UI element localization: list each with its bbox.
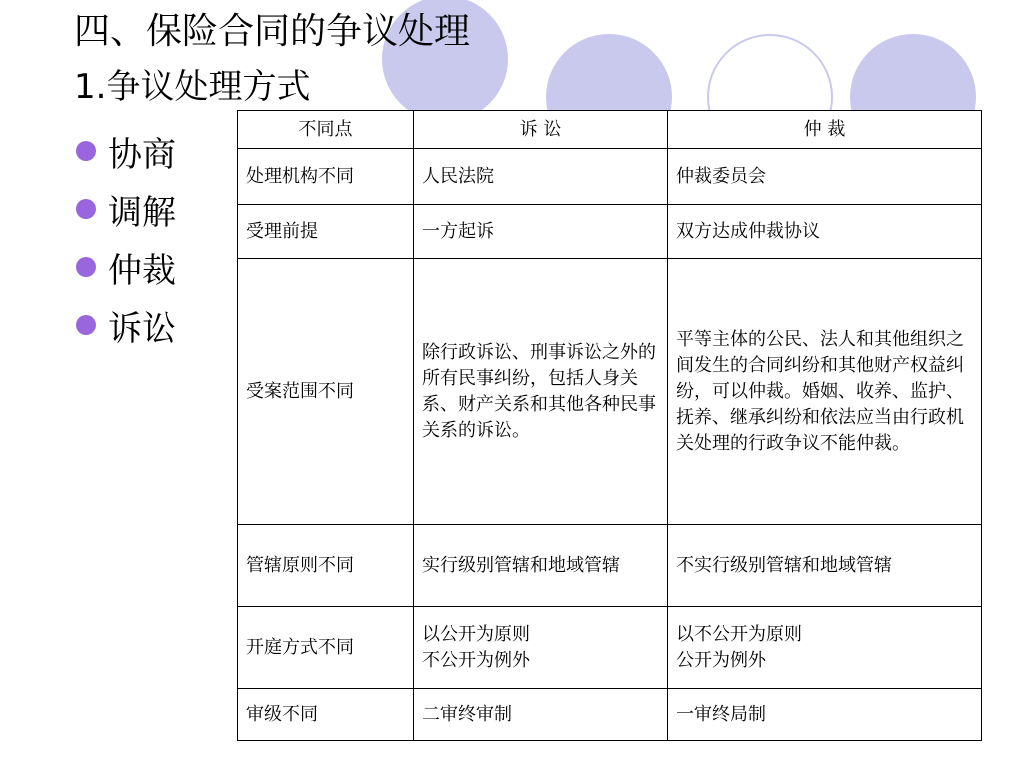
arbitration-cell: 平等主体的公民、法人和其他组织之间发生的合同纠纷和其他财产权益纠纷，可以仲裁。婚姻、收养、监护、抚养、继承纠纷和依法应当由行政机关处理的行政争议不能仲裁。	[668, 259, 982, 525]
litigation-cell: 除行政诉讼、刑事诉讼之外的所有民事纠纷，包括人身关系、财产关系和其他各种民事关系的诉讼。	[414, 259, 668, 525]
row-label: 受理前提	[238, 205, 414, 259]
slide-subtitle: 1.争议处理方式	[74, 67, 311, 107]
method-item	[76, 122, 176, 180]
method-label: 仲裁	[108, 250, 176, 291]
header-cell: 不同点	[238, 111, 414, 149]
header-cell: 仲 裁	[668, 111, 982, 149]
bullet-dot-icon	[76, 257, 96, 277]
method-label: 调解	[108, 192, 176, 233]
header-cell: 诉 讼	[414, 111, 668, 149]
table-row	[238, 149, 982, 205]
bullet-dot-icon	[76, 199, 96, 219]
table-row	[238, 689, 982, 741]
arbitration-cell: 双方达成仲裁协议	[668, 205, 982, 259]
arbitration-cell: 仲裁委员会	[668, 149, 982, 205]
method-list	[76, 122, 176, 354]
arbitration-cell: 以不公开为原则 公开为例外	[668, 607, 982, 689]
row-label: 开庭方式不同	[238, 607, 414, 689]
slide-title: 四、保险合同的争议处理	[74, 11, 471, 52]
row-label: 受案范围不同	[238, 259, 414, 525]
arbitration-cell: 不实行级别管辖和地域管辖	[668, 525, 982, 607]
method-label: 协商	[108, 134, 176, 175]
row-label: 管辖原则不同	[238, 525, 414, 607]
bullet-dot-icon	[76, 315, 96, 335]
litigation-cell: 实行级别管辖和地域管辖	[414, 525, 668, 607]
litigation-cell: 二审终审制	[414, 689, 668, 741]
litigation-cell: 以公开为原则 不公开为例外	[414, 607, 668, 689]
row-label: 处理机构不同	[238, 149, 414, 205]
method-item	[76, 180, 176, 238]
table-row	[238, 205, 982, 259]
method-item	[76, 296, 176, 354]
litigation-cell: 一方起诉	[414, 205, 668, 259]
method-label: 诉讼	[108, 308, 176, 349]
table-row	[238, 525, 982, 607]
table-row	[238, 607, 982, 689]
method-item	[76, 238, 176, 296]
arbitration-cell: 一审终局制	[668, 689, 982, 741]
table-header-row	[238, 111, 982, 149]
litigation-cell: 人民法院	[414, 149, 668, 205]
row-label: 审级不同	[238, 689, 414, 741]
comparison-table	[237, 110, 982, 741]
bullet-dot-icon	[76, 141, 96, 161]
table-row	[238, 259, 982, 525]
